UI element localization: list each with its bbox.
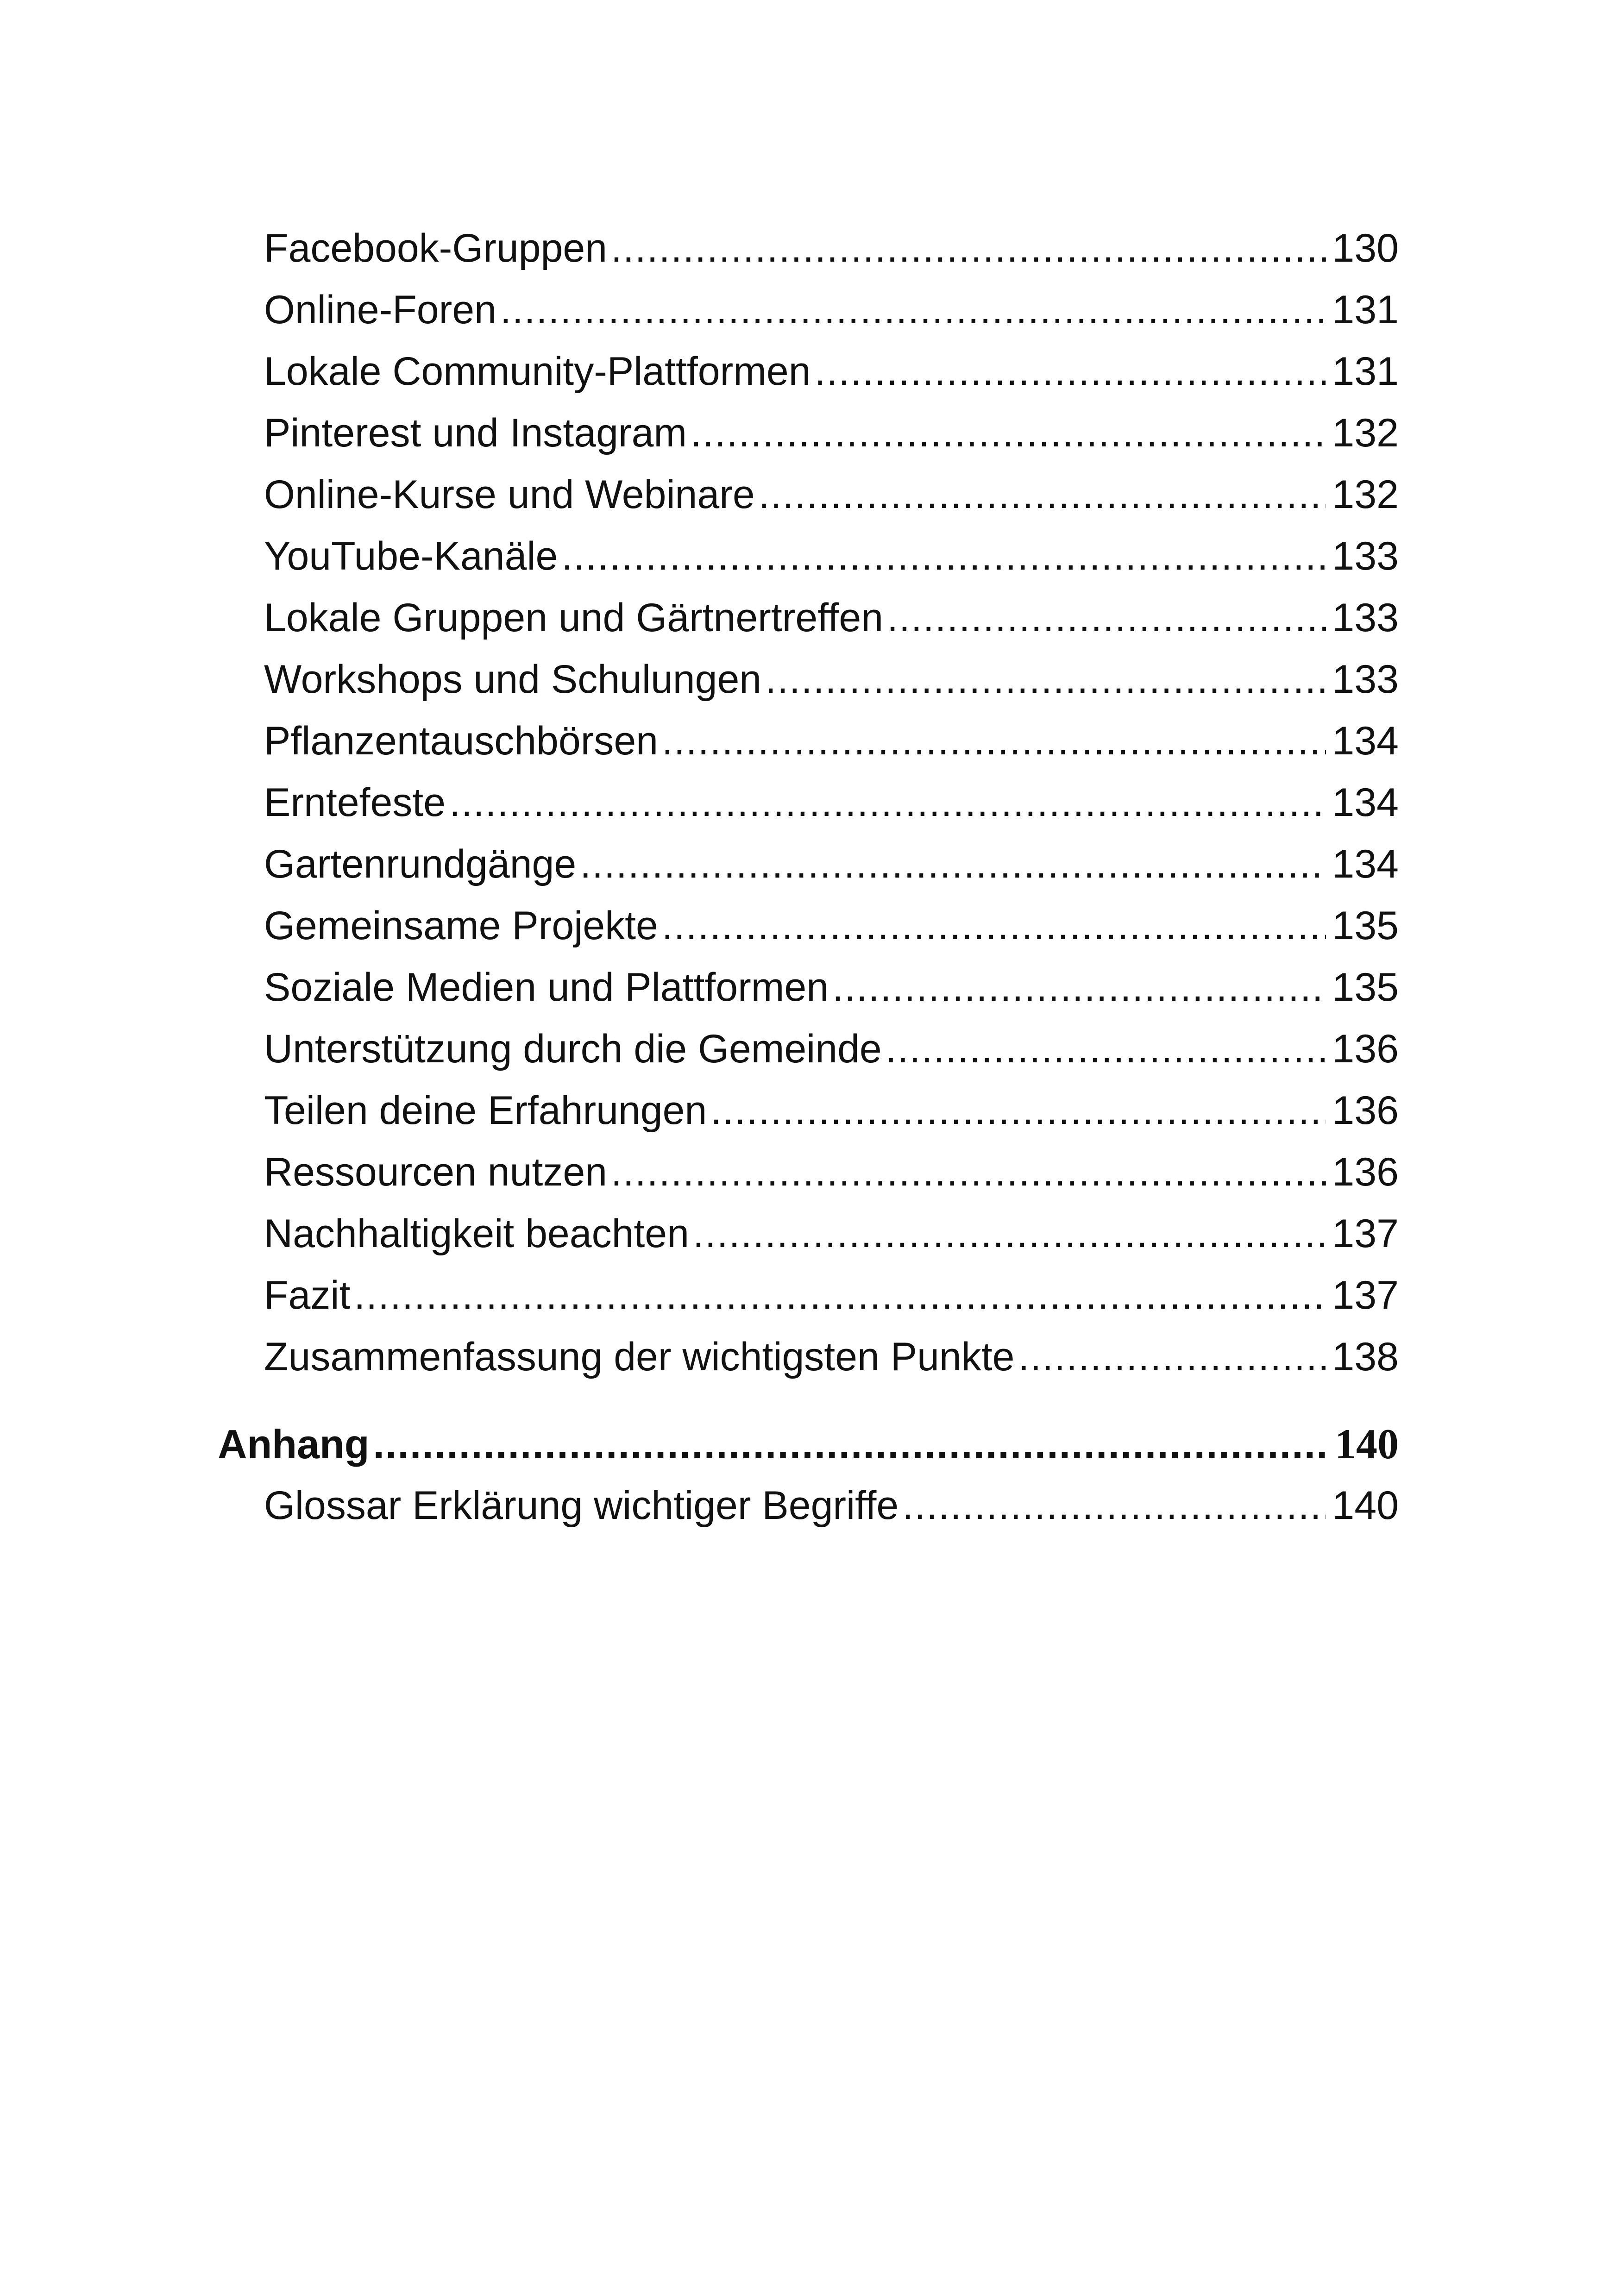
toc-entry-page: 140	[1332, 1483, 1399, 1528]
dot-leader	[832, 957, 1326, 1018]
toc-entry-page: 135	[1332, 965, 1399, 1010]
toc-entry-title: Online-Kurse und Webinare	[264, 472, 755, 517]
toc-entry[interactable]	[218, 1326, 1399, 1388]
dot-leader	[611, 218, 1326, 279]
toc-entry[interactable]	[218, 1080, 1399, 1142]
dot-leader	[691, 402, 1326, 464]
toc-entry[interactable]	[218, 587, 1399, 649]
toc-entry-title: Workshops und Schulungen	[264, 657, 762, 702]
dot-leader	[611, 1142, 1326, 1203]
toc-entry[interactable]	[218, 218, 1399, 279]
toc-entry-page: 134	[1332, 780, 1399, 825]
dot-leader	[710, 1080, 1326, 1142]
toc-entry-title: Lokale Community-Plattformen	[264, 349, 811, 394]
toc-entry-page: 136	[1332, 1150, 1399, 1194]
toc-entry[interactable]	[218, 1142, 1399, 1203]
toc-entry[interactable]	[218, 895, 1399, 957]
table-of-contents	[218, 218, 1399, 1537]
toc-entry-title: Lokale Gruppen und Gärtnertreffen	[264, 596, 884, 640]
toc-entry[interactable]	[218, 464, 1399, 526]
toc-entry-page: 137	[1332, 1211, 1399, 1256]
toc-chapter-entry[interactable]	[218, 1413, 1399, 1475]
toc-entry-page: 135	[1332, 903, 1399, 948]
toc-entry-title: Gemeinsame Projekte	[264, 903, 658, 948]
toc-entry-title: Online-Foren	[264, 288, 496, 332]
dot-leader	[765, 649, 1326, 710]
toc-entry[interactable]	[218, 772, 1399, 834]
toc-entry-page: 137	[1332, 1273, 1399, 1317]
toc-entry[interactable]	[218, 957, 1399, 1018]
toc-entry-page: 131	[1332, 288, 1399, 332]
toc-entry-title: Gartenrundgänge	[264, 842, 577, 886]
toc-entry[interactable]	[218, 1265, 1399, 1326]
toc-entry-title: YouTube-Kanäle	[264, 534, 558, 578]
toc-entry-page: 133	[1332, 596, 1399, 640]
dot-leader	[373, 1413, 1328, 1475]
toc-entry-title: Soziale Medien und Plattformen	[264, 965, 829, 1010]
toc-entry-page: 132	[1332, 472, 1399, 517]
dot-leader	[815, 341, 1326, 402]
toc-entry[interactable]	[218, 402, 1399, 464]
dot-leader	[1018, 1326, 1326, 1388]
dot-leader	[693, 1203, 1326, 1265]
toc-entry[interactable]	[218, 526, 1399, 587]
dot-leader	[500, 279, 1326, 341]
toc-entry-title: Glossar Erklärung wichtiger Begriffe	[264, 1483, 899, 1528]
dot-leader	[580, 834, 1326, 895]
toc-entry-page: 133	[1332, 534, 1399, 578]
toc-entry[interactable]	[218, 710, 1399, 772]
dot-leader	[886, 1018, 1326, 1080]
toc-entry-title: Ressourcen nutzen	[264, 1150, 607, 1194]
dot-leader	[354, 1265, 1326, 1326]
dot-leader	[902, 1475, 1326, 1537]
dot-leader	[662, 895, 1326, 957]
toc-entry-page: 133	[1332, 657, 1399, 702]
toc-entry-title: Fazit	[264, 1273, 351, 1317]
toc-entry-title: Erntefeste	[264, 780, 446, 825]
toc-entry-title: Teilen deine Erfahrungen	[264, 1088, 707, 1133]
toc-entry-page: 130	[1332, 226, 1399, 270]
toc-entry-page: 134	[1332, 719, 1399, 763]
toc-entry[interactable]	[218, 1203, 1399, 1265]
dot-leader	[759, 464, 1326, 526]
toc-entry[interactable]	[218, 279, 1399, 341]
dot-leader	[449, 772, 1326, 834]
dot-leader	[662, 710, 1326, 772]
toc-entry-title: Unterstützung durch die Gemeinde	[264, 1027, 882, 1071]
toc-entry-title: Zusammenfassung der wichtigsten Punkte	[264, 1335, 1015, 1379]
toc-entry[interactable]	[218, 1018, 1399, 1080]
toc-entry[interactable]	[218, 834, 1399, 895]
toc-entry-page: 134	[1332, 842, 1399, 886]
toc-entry[interactable]	[218, 1475, 1399, 1537]
toc-entry-page: 138	[1332, 1335, 1399, 1379]
toc-entry-page: 131	[1332, 349, 1399, 394]
toc-entry-title: Pflanzentauschbörsen	[264, 719, 659, 763]
toc-entry-title: Nachhaltigkeit beachten	[264, 1211, 689, 1256]
section-gap	[218, 1388, 1399, 1413]
toc-chapter-title: Anhang	[218, 1421, 370, 1467]
toc-entry-title: Pinterest und Instagram	[264, 411, 687, 455]
toc-entry-page: 136	[1332, 1088, 1399, 1133]
toc-entry-page: 132	[1332, 411, 1399, 455]
dot-leader	[887, 587, 1326, 649]
toc-chapter-page: 140	[1335, 1420, 1399, 1468]
toc-entry-page: 136	[1332, 1027, 1399, 1071]
toc-entry[interactable]	[218, 341, 1399, 402]
toc-entry-title: Facebook-Gruppen	[264, 226, 607, 270]
toc-entry[interactable]	[218, 649, 1399, 710]
dot-leader	[561, 526, 1326, 587]
